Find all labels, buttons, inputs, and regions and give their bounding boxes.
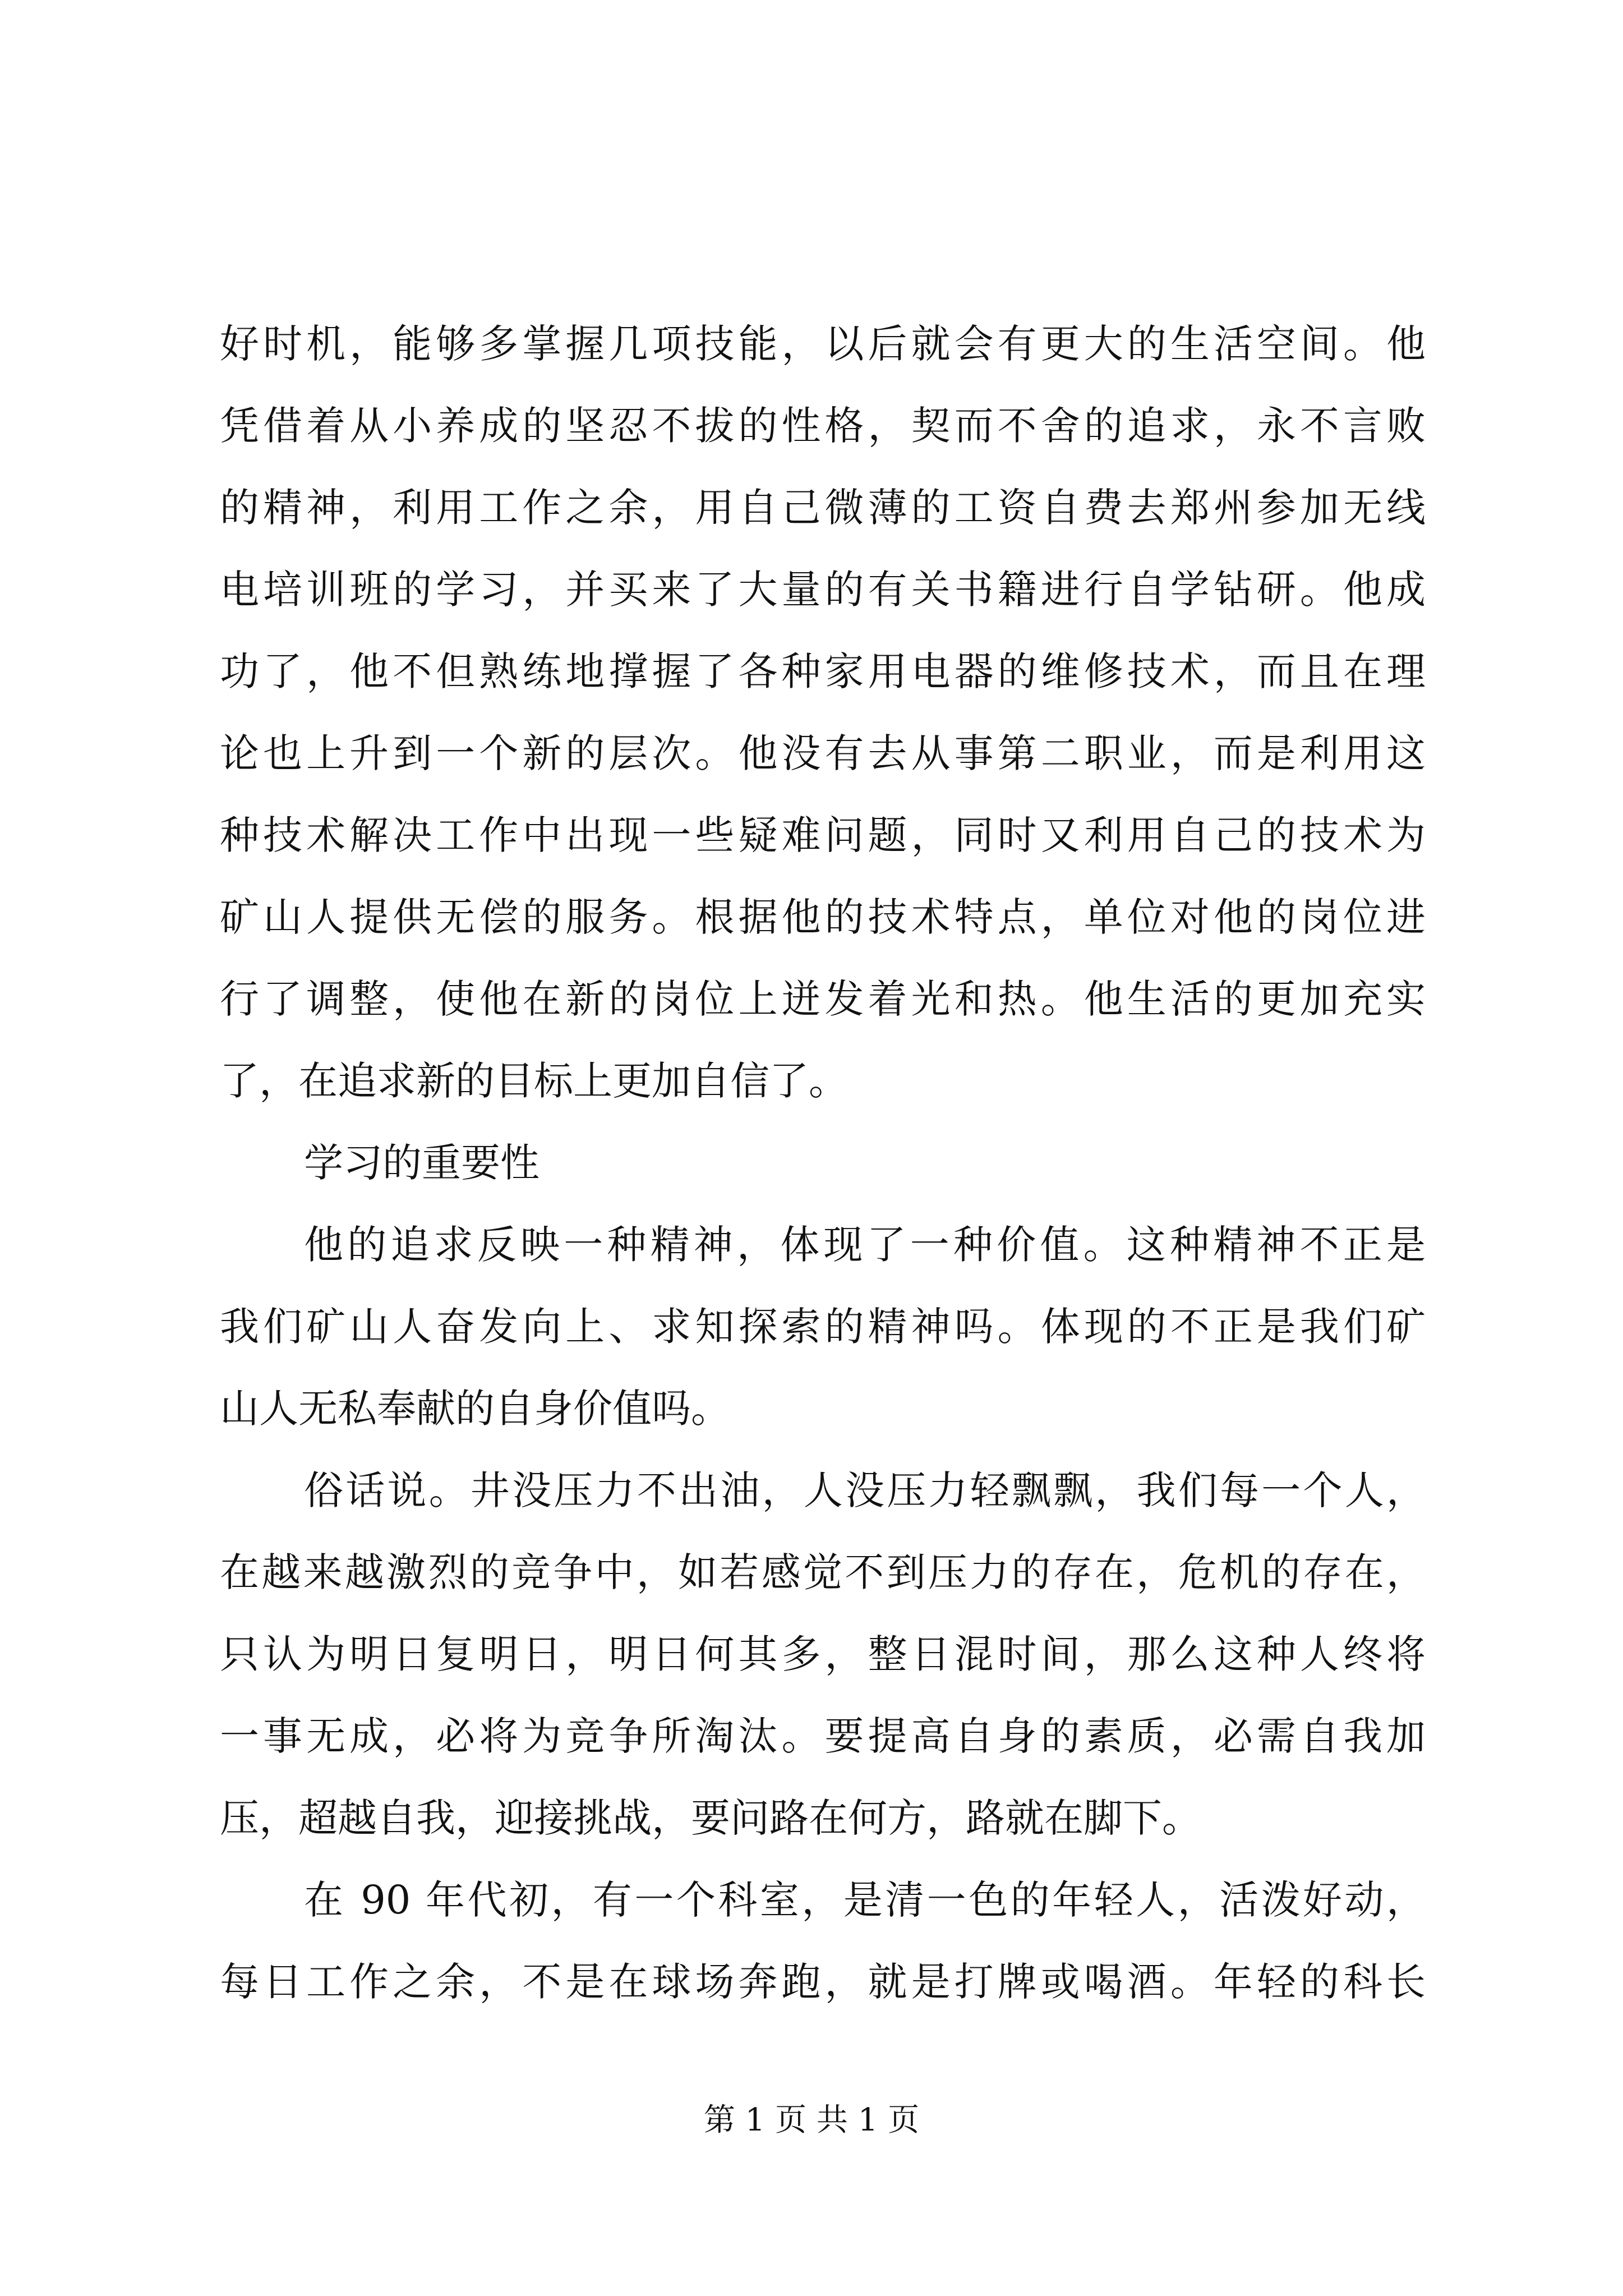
text-line: 种技术解决工作中出现一些疑难问题，同时又利用自己的技术为 bbox=[220, 812, 1426, 858]
text-line: 每日工作之余，不是在球场奔跑，就是打牌或喝酒。年轻的科长 bbox=[220, 1959, 1426, 2005]
text-line: 我们矿山人奋发向上、求知探索的精神吗。体现的不正是我们矿 bbox=[220, 1304, 1426, 1350]
text-line: 电培训班的学习，并买来了大量的有关书籍进行自学钻研。他成 bbox=[220, 567, 1426, 613]
text-line: 了，在追求新的目标上更加自信了。 bbox=[220, 1058, 848, 1104]
text-line: 凭借着从小养成的坚忍不拔的性格，契而不舍的追求，永不言败 bbox=[220, 403, 1426, 449]
text-line: 好时机，能够多掌握几项技能，以后就会有更大的生活空间。他 bbox=[220, 321, 1426, 367]
text-line: 他的追求反映一种精神，体现了一种价值。这种精神不正是 bbox=[304, 1222, 1426, 1268]
text-line: 行了调整，使他在新的岗位上迸发着光和热。他生活的更加充实 bbox=[220, 976, 1426, 1022]
text-line: 压，超越自我，迎接挑战，要问路在何方，路就在脚下。 bbox=[220, 1795, 1201, 1841]
text-line: 一事无成，必将为竞争所淘汰。要提高自身的素质，必需自我加 bbox=[220, 1713, 1426, 1759]
text-line: 论也上升到一个新的层次。他没有去从事第二职业，而是利用这 bbox=[220, 730, 1426, 776]
document-body bbox=[220, 303, 1426, 2023]
text-line: 在越来越激烈的竞争中，如若感觉不到压力的存在，危机的存在， bbox=[220, 1549, 1426, 1595]
text-line: 矿山人提供无偿的服务。根据他的技术特点，单位对他的岗位进 bbox=[220, 894, 1426, 940]
text-line: 功了，他不但熟练地撑握了各种家用电器的维修技术，而且在理 bbox=[220, 648, 1426, 694]
text-line: 山人无私奉献的自身价值吗。 bbox=[220, 1386, 730, 1432]
text-line: 在 90 年代初，有一个科室，是清一色的年轻人，活泼好动， bbox=[304, 1877, 1426, 1923]
text-line: 俗话说。井没压力不出油，人没压力轻飘飘，我们每一个人， bbox=[304, 1467, 1426, 1513]
page-footer: 第 1 页 共 1 页 bbox=[703, 2102, 920, 2138]
section-heading: 学习的重要性 bbox=[304, 1140, 540, 1186]
text-line: 的精神，利用工作之余，用自己微薄的工资自费去郑州参加无线 bbox=[220, 485, 1426, 531]
text-line: 只认为明日复明日，明日何其多，整日混时间，那么这种人终将 bbox=[220, 1631, 1426, 1677]
